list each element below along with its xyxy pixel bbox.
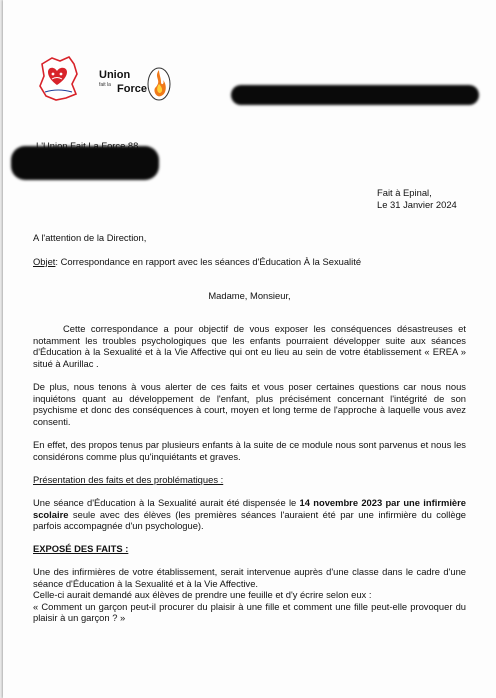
logo-word-force: Force [117,83,147,95]
p4-part2: seule avec des élèves (les premières séances l'auraient été par une infirmière du collège parfois accompagnée d'un psychologue). [33,508,466,531]
paragraph-2: De plus, nous tenons à vous alerter de ces faits et vous poser certaines questions car nous nous inquiétons quant au développement de l'enfant, plus précisément concernant l'intégrité de son psychisme et donc des conséquences à court, moyen et long terme de l'approche à laquelle vous avez consenti. [33,381,466,427]
p4-part1: Une séance d'Éducation à la Sexualité aurait été dispensée le [33,497,300,508]
section-title-presentation: Présentation des faits et des problématiques : [33,474,224,485]
object-line [33,256,361,268]
paragraph-5 [33,566,466,624]
salutation: Madame, Monsieur, [208,290,291,301]
redaction-bar-top-right [231,85,479,105]
section-title-expose: EXPOSÉ DES FAITS : [33,543,129,554]
paragraph-1: Cette correspondance a pour objectif de vous exposer les conséquences désastreuses et notamment les troubles psychologiques que les enfants pourraient développer suite aux séances d'Éducation à la Sexualité et à la Vie Affective qui ont eu lieu au sein de votre établissement « EREA » situé à Aurillac . [33,323,466,369]
object-label: Objet [33,256,56,267]
p5-line1: Une des infirmières de votre établissement, serait intervenue auprès d'une classe dans le cadre d'une séance d'Éducation à la Sexualité et à la Vie Affective. [33,566,466,589]
paragraph-4 [33,497,466,532]
document-page [3,0,496,698]
heart-france-map-logo-icon [36,54,80,102]
paragraph-3: En effet, des propos tenus par plusieurs enfants à la suite de ce module nous sont parvenus et nous les considérons comme plus qu'inquiétants et graves. [33,439,466,462]
p5-line3: « Comment un garçon peut-il procurer du plaisir à une fille et comment une fille peut-elle provoquer du plaisir à un garçon ? » [33,600,466,623]
place: Fait à Epinal, [377,187,432,198]
place-date [377,187,457,210]
p4-bold: 14 novembre 2023 par une infirmière scolaire [33,497,466,520]
fire-logo-icon [148,68,170,100]
union-fait-la-force-logo [97,62,173,104]
p5-line2: Celle-ci aurait demandé aux élèves de prendre une feuille et d'y écrire selon eux : [33,589,372,600]
object-text: : Correspondance en rapport avec les séances d'Éducation À la Sexualité [55,256,362,267]
attention-line: A l'attention de la Direction, [33,232,147,243]
logo-word-union: Union [99,69,131,81]
date: Le 31 Janvier 2024 [377,198,457,210]
sender-name: L'Union Fait La Force 88 [36,140,139,151]
logo-word-fait-la: fait la [99,82,111,88]
